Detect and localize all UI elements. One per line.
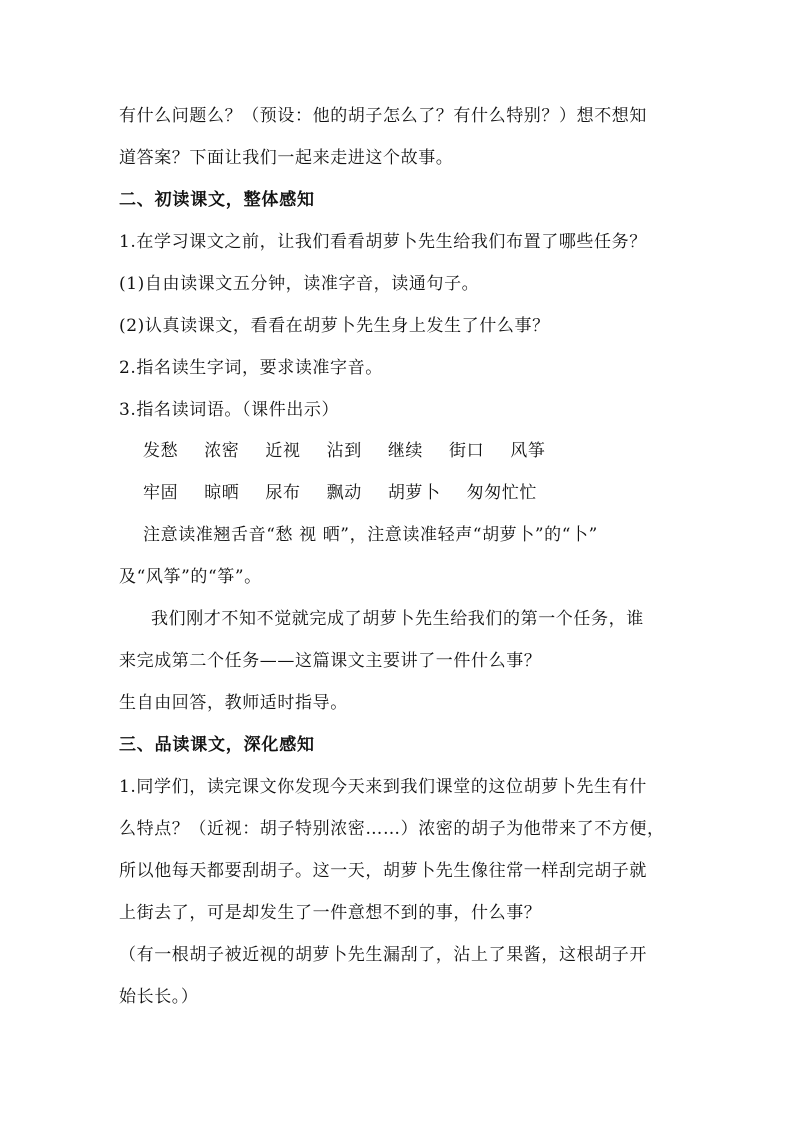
paragraph-line: (1)自由读课文五分钟，读准字音，读通句子。 xyxy=(119,274,480,294)
vocab-word: 匆匆忙忙 xyxy=(466,483,538,503)
paragraph-line: 我们刚才不知不觉就完成了胡萝卜先生给我们的第一个任务，谁 xyxy=(151,609,644,629)
paragraph-line: 1.同学们，读完课文你发现今天来到我们课堂的这位胡萝卜先生有什 xyxy=(119,777,647,797)
paragraph-line: 始长长。） xyxy=(119,987,199,1007)
vocab-row-2 xyxy=(143,482,703,504)
vocab-word: 浓密 xyxy=(204,441,240,461)
paragraph-line: 及“风筝”的“筝”。 xyxy=(119,567,262,587)
paragraph-line: 有什么问题么？（预设：他的胡子怎么了？有什么特别？）想不想知 xyxy=(119,106,647,126)
vocab-word: 发愁 xyxy=(143,441,179,461)
paragraph-line: 1.在学习课文之前，让我们看看胡萝卜先生给我们布置了哪些任务？ xyxy=(119,232,647,252)
paragraph-line: 么特点？（近视：胡子特别浓密……）浓密的胡子为他带来了不方便， xyxy=(119,819,665,839)
paragraph-line: (2)认真读课文，看看在胡萝卜先生身上发生了什么事？ xyxy=(119,316,550,336)
paragraph-line: 上街去了，可是却发生了一件意想不到的事，什么事？ xyxy=(119,903,542,923)
paragraph-line: （有一根胡子被近视的胡萝卜先生漏刮了，沾上了果酱，这根胡子开 xyxy=(119,945,647,965)
section-heading-3: 三、品读课文，深化感知 xyxy=(119,735,315,755)
paragraph-line: 生自由回答，教师适时指导。 xyxy=(119,693,348,713)
paragraph-line: 来完成第二个任务——这篇课文主要讲了一件什么事？ xyxy=(119,651,542,671)
paragraph-line: 2.指名读生字词，要求读准字音。 xyxy=(119,358,383,378)
paragraph-line: 所以他每天都要刮胡子。这一天，胡萝卜先生像往常一样刮完胡子就 xyxy=(119,861,647,881)
paragraph-line: 注意读准翘舌音“愁 视 晒”，注意读准轻声“胡萝卜”的“卜” xyxy=(143,525,598,545)
vocab-row-1 xyxy=(143,440,703,462)
vocab-word: 沾到 xyxy=(326,441,362,461)
vocab-word: 飘动 xyxy=(326,483,362,503)
vocab-word: 胡萝卜 xyxy=(387,483,441,503)
vocab-word: 街口 xyxy=(449,441,485,461)
vocab-word: 近视 xyxy=(265,441,301,461)
vocab-word: 牢固 xyxy=(143,483,179,503)
paragraph-line: 3.指名读词语。（课件出示） xyxy=(119,400,340,420)
vocab-word: 晾晒 xyxy=(204,483,240,503)
paragraph-line: 道答案？下面让我们一起来走进这个故事。 xyxy=(119,148,454,168)
vocab-word: 尿布 xyxy=(265,483,301,503)
vocab-word: 继续 xyxy=(387,441,424,461)
section-heading-2: 二、初读课文，整体感知 xyxy=(119,190,315,210)
vocab-word: 风筝 xyxy=(510,441,546,461)
